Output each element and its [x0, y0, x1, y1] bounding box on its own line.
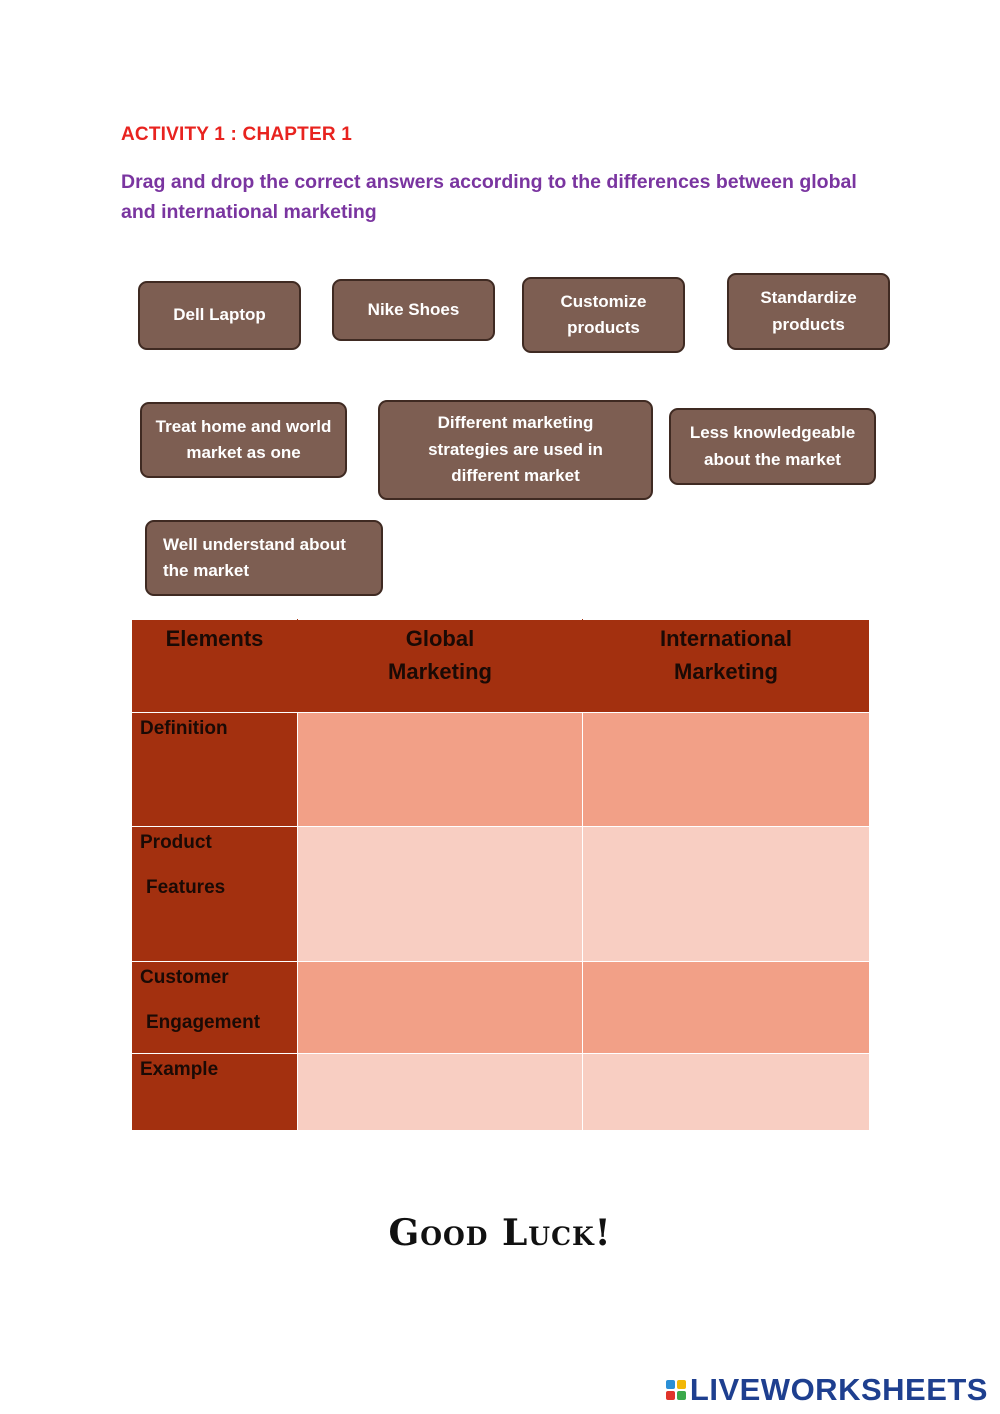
answer-chip-treat-home-world-market[interactable] — [140, 402, 347, 478]
liveworksheets-logo[interactable] — [666, 1372, 988, 1408]
activity-title: ACTIVITY 1 : CHAPTER 1 — [121, 124, 353, 145]
chip-label: Dell Laptop — [173, 305, 266, 325]
answer-chip-dell-laptop[interactable] — [138, 281, 301, 350]
chip-label: Customize products — [560, 291, 647, 337]
row-label-text-line2: Features — [146, 877, 226, 898]
row-label-text: Product — [140, 832, 212, 853]
answer-chip-nike-shoes[interactable] — [332, 279, 495, 341]
chip-label: Treat home and world market as one — [155, 416, 332, 462]
header-elements: Elements — [132, 620, 298, 713]
drop-zone-customer-engagement-international[interactable] — [583, 962, 870, 1054]
header-global-marketing — [298, 620, 583, 713]
answer-chip-less-knowledgeable[interactable] — [669, 408, 876, 485]
chip-label: Nike Shoes — [367, 299, 460, 319]
header-international-marketing — [583, 620, 870, 713]
good-luck-message: Good Luck! — [388, 1212, 612, 1254]
answer-chip-customize-products[interactable] — [522, 277, 685, 353]
table-row-customer-engagement — [132, 962, 870, 1054]
row-label-definition — [132, 713, 298, 827]
drop-zone-customer-engagement-global[interactable] — [298, 962, 583, 1054]
drop-zone-product-features-global[interactable] — [298, 827, 583, 962]
chip-label: Well understand about the market — [163, 534, 346, 580]
comparison-table — [131, 619, 870, 1131]
table-row-product-features — [132, 827, 870, 962]
answer-chip-well-understand[interactable] — [145, 520, 383, 596]
answer-chip-different-marketing-strategies[interactable] — [378, 400, 653, 500]
row-label-example — [132, 1054, 298, 1131]
table-row-definition — [132, 713, 870, 827]
table-header-row — [132, 620, 870, 713]
instructions-text: Drag and drop the correct answers according to the differences between global and international marketing — [121, 171, 857, 223]
answer-chip-standardize-products[interactable] — [727, 273, 890, 350]
table-row-example — [132, 1054, 870, 1131]
row-label-text: Definition — [140, 718, 228, 739]
brand-name: LIVEWORKSHEETS — [689, 1372, 988, 1407]
drop-zone-definition-international[interactable] — [583, 713, 870, 827]
row-label-text-line2: Engagement — [146, 1012, 261, 1033]
header-global-text: Global Marketing — [388, 626, 492, 684]
drop-zone-product-features-international[interactable] — [583, 827, 870, 962]
chip-label: Less knowledgeable about the market — [689, 423, 856, 469]
drop-zone-example-international[interactable] — [583, 1054, 870, 1131]
row-label-text: Example — [140, 1059, 219, 1080]
row-label-customer-engagement — [132, 962, 298, 1054]
header-international-text: International Marketing — [659, 626, 792, 684]
chip-label: Different marketing strategies are used in different market — [428, 413, 603, 486]
chip-label: Standardize products — [760, 288, 857, 334]
drop-zone-definition-global[interactable] — [298, 713, 583, 827]
row-label-product-features — [132, 827, 298, 962]
liveworksheets-icon — [666, 1380, 686, 1400]
drop-zone-example-global[interactable] — [298, 1054, 583, 1131]
row-label-text: Customer — [140, 967, 229, 988]
